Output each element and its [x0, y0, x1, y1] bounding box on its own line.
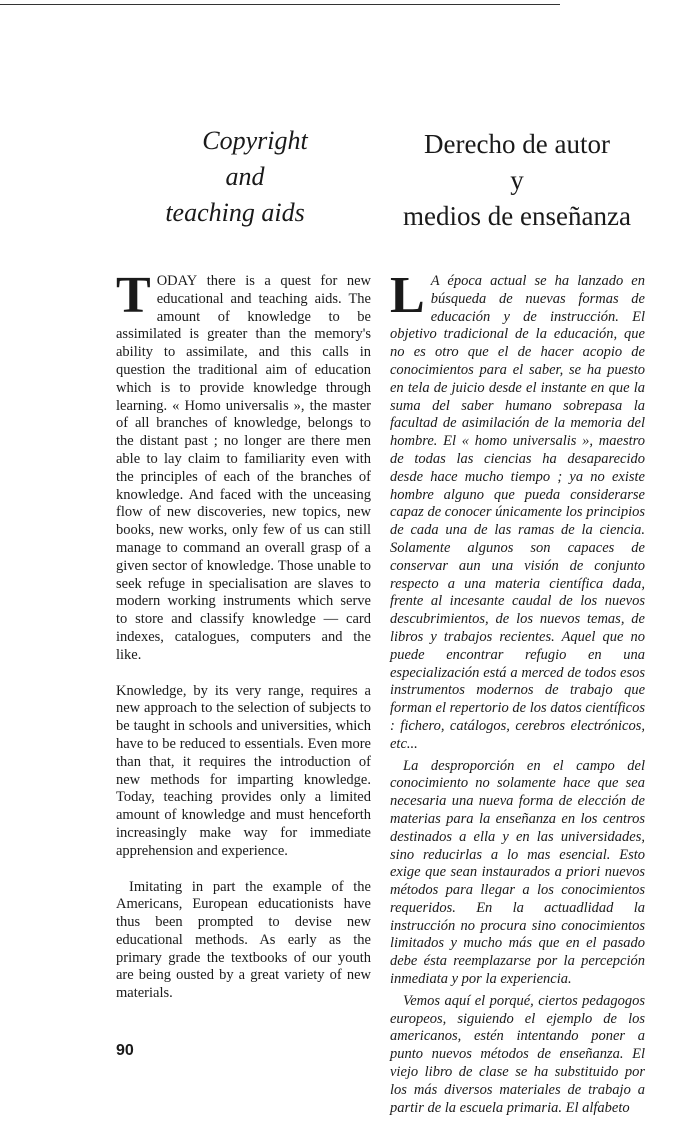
english-title-line-3: teaching aids: [165, 198, 305, 227]
english-column: [116, 267, 371, 1003]
english-title-line-1: Copyright: [202, 126, 308, 155]
spanish-title-line-3: medios de enseñanza: [403, 201, 631, 231]
english-title-line-2: and: [225, 162, 265, 191]
spanish-title: [388, 126, 646, 234]
english-paragraph-3: Imitating in part the example of the Americans, European educationists have thus been prompted to devise new educational methods. As early as the primary grade the textbooks of our youth are being ousted by a great variety of new materials.: [116, 878, 371, 1002]
spanish-paragraph-1-text: A época actual se ha lanzado en búsqueda de nuevas formas de educación y de instrucción. El objetivo tradicional de la educación, que no es otro que el de hacer acopio de conocimientos para el saber, se ha puesto en tela de juicio desde el instante en que la suma del saber humano sobrepasa la facultad de asimilación de la memoria del hombre. El « homo universalis », maestro de todas las ciencias ha desaparecido desde hace mucho tiempo ; ya no existe hombre alguno que pueda considerarse capaz de conocer únicamente los principios de cada una de las ramas de la ciencia. Solamente algunos son capaces de conservar aun una visión de conjunto respecto a una materia científica dada, frente al incesante caudal de los nuevos descubrimientos, de los nuevos temas, de libros y trabajos recientes. Aquel que no puede encontrar refugio en una especialización está a merced de todos esos instrumentos modernos de trabajo que forman el repertorio de los datos científicos : fichero, catálogos, cerebros electrónicos, etc...: [390, 273, 645, 752]
spanish-column: [390, 267, 645, 1117]
page-number: 90: [116, 1042, 134, 1059]
english-drop-cap: T: [116, 267, 151, 324]
english-title: [150, 123, 320, 231]
spanish-paragraph-1: [390, 267, 645, 754]
english-paragraph-1-text: there is a quest for new educational and teaching aids. The amount of knowledge to be assimilated is greater than the memory's ability to assimilate, and this calls in question the traditional aim of education which is to provide knowledge through learning. « Homo universalis », the master of all branches of knowledge, belongs to the distant past ; no longer are there men able to lay claim to familiarity even with the principles of each of the branches of knowledge. And faced with the unceasing flow of new discoveries, new topics, new books, new works, only few of us can still manage to command an overall grasp of a given sector of knowledge. Those unable to seek refuge in specialisation are slaves to modern working instruments which serve to store and classify knowledge — card indexes, catalogues, computers and the like.: [116, 273, 371, 663]
spanish-drop-cap: L: [390, 267, 425, 324]
top-rule: [0, 4, 560, 5]
spanish-title-line-2: y: [510, 165, 524, 195]
spanish-title-line-1: Derecho de autor: [424, 129, 610, 159]
english-lead-word: ODAY: [156, 273, 198, 289]
english-paragraph-2: Knowledge, by its very range, requires a new approach to the selection of subjects to be taught in schools and universities, which have to be reduced to essentials. Even more than that, it requires the introduction of new methods for imparting knowledge. Today, teaching provides only a limited amount of knowledge and must henceforth increasingly make way for immediate apprehension and experience.: [116, 682, 371, 859]
spanish-paragraph-3: Vemos aquí el porqué, ciertos pedagogos europeos, siguiendo el ejemplo de los americanos, estén intentando poner a punto nuevos métodos de enseñanza. El viejo libro de clase se ha substituido por los más diversos materiales de trabajo a partir de la escuela primaria. El alfabeto: [390, 992, 645, 1116]
english-paragraph-1: [116, 267, 371, 665]
spanish-paragraph-2: La desproporción en el campo del conocimiento no solamente hace que sea necesaria una nueva forma de elección de materias para la enseñanza en los centros destinados a ella y en las universidades, sino reducirlas a lo mas esencial. Esto exige que sean instaurados a priori nuevos métodos para llegar a los conocimientos requeridos. En la actuadlidad la instrucción no procura sino conocimientos limitados y mucho más que en el pasado debe ésta reemplazarse por la percepción inmediata y por la experiencia.: [390, 757, 645, 988]
